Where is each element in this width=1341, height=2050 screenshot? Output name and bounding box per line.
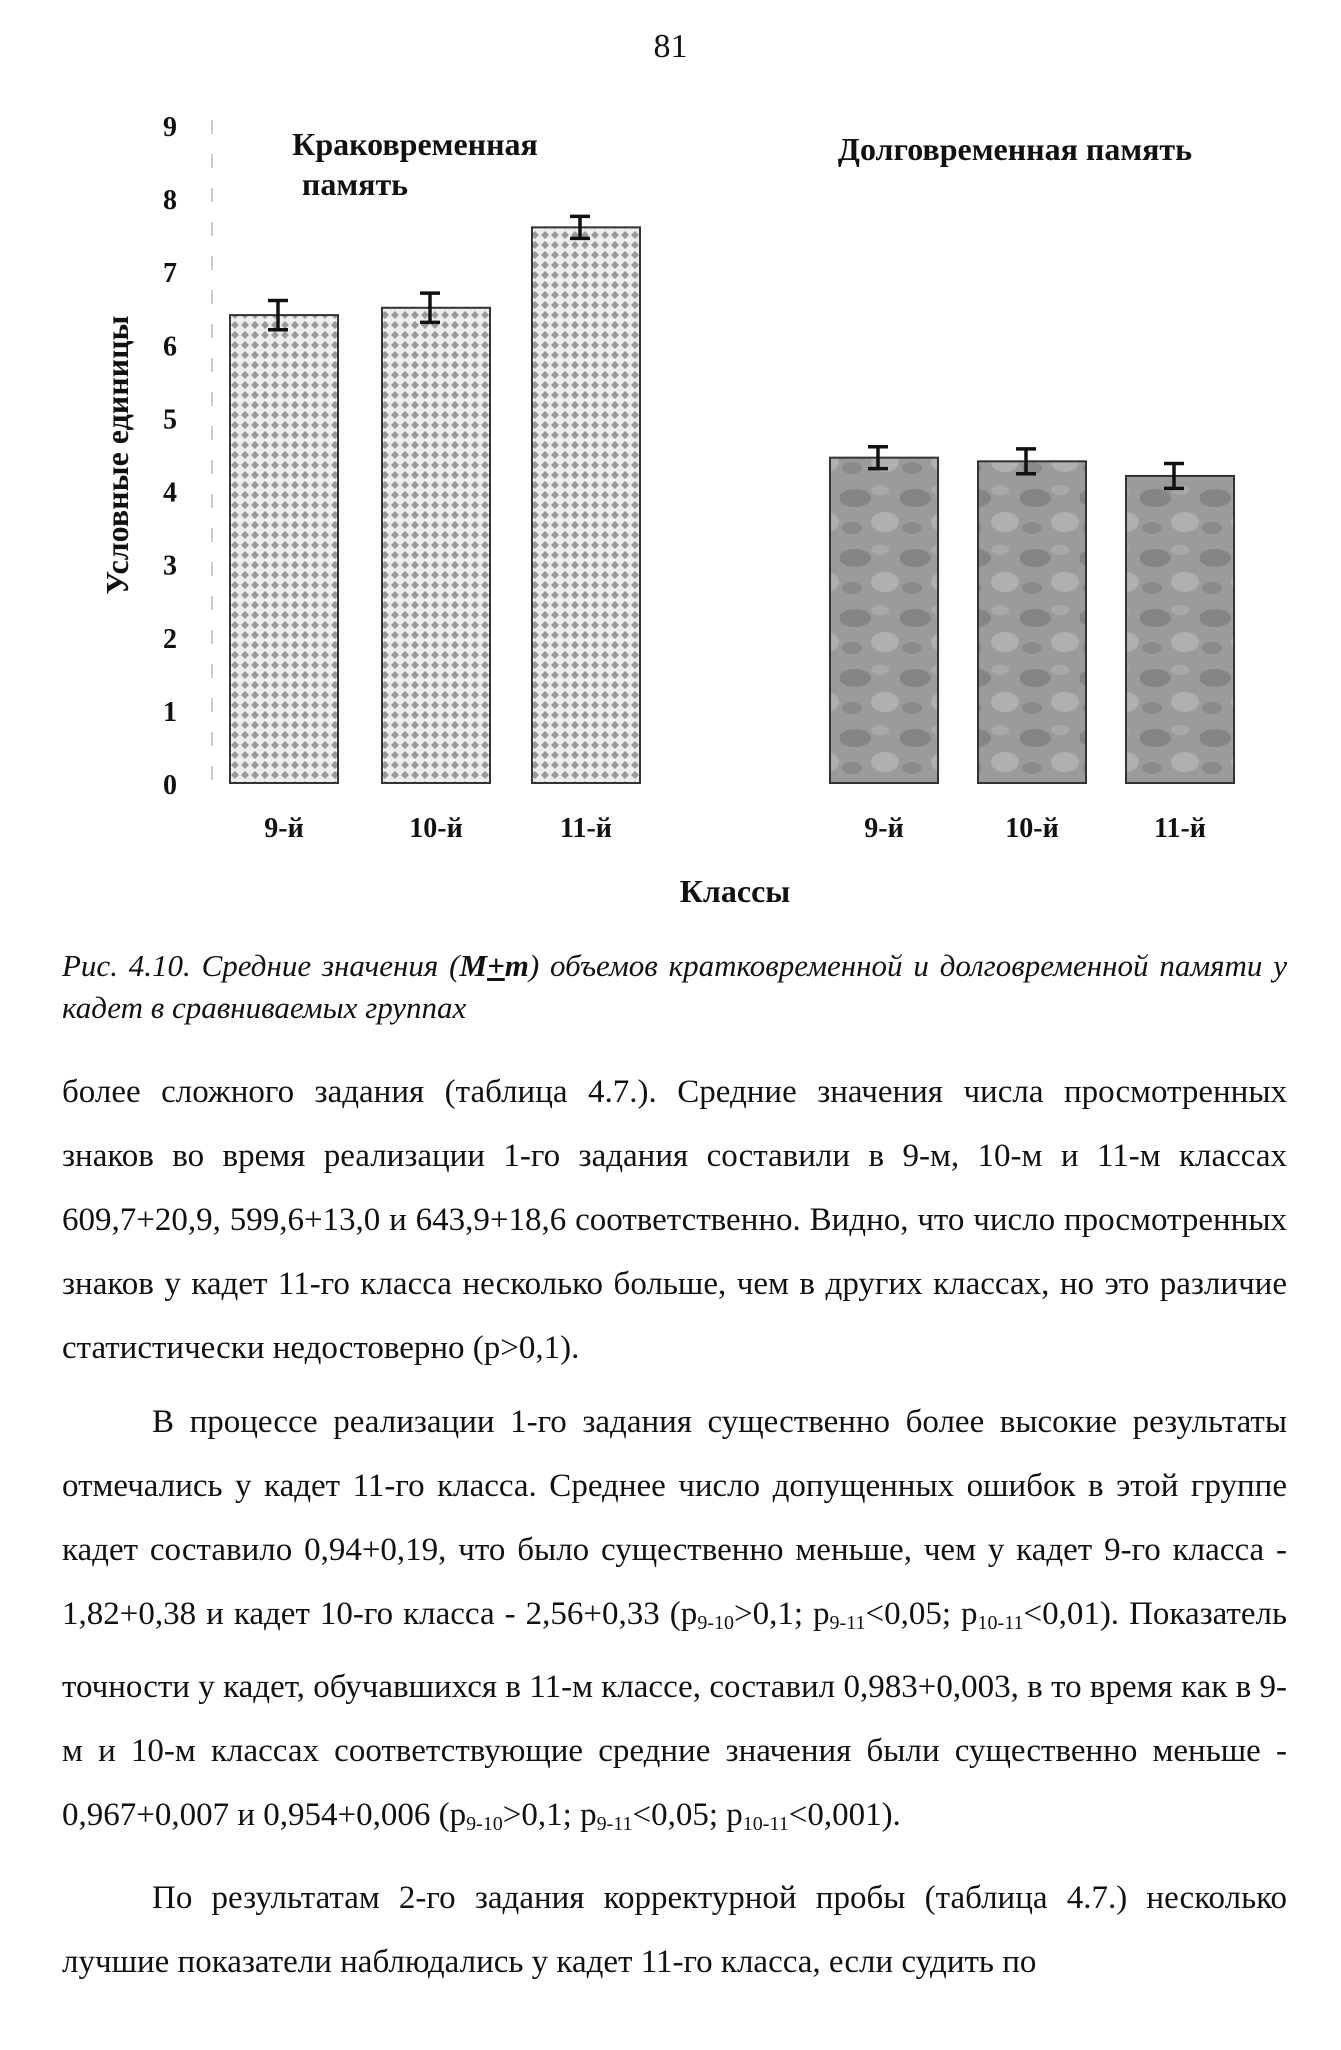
paragraph-2-part-c: <0,05; p xyxy=(865,1596,978,1632)
subscript-10-11-a: 10-11 xyxy=(977,1612,1024,1634)
figure-caption xyxy=(62,945,1287,1029)
x-tick-label: 9-й xyxy=(264,813,304,844)
y-tick-label: 0 xyxy=(163,770,177,801)
x-axis-label: Классы xyxy=(679,873,791,909)
subscript-10-11-b: 10-11 xyxy=(742,1813,789,1835)
caption-pm: + xyxy=(487,948,505,983)
paragraph-1: более сложного задания (таблица 4.7.). Средние значения числа просмотренных знаков во время реализации 1-го задания составили в 9-м, 10-м и 11-м классах 609,7+20,9, 599,6+13,0 и 643,9+18,6 соответственно. Видно, что число просмотренных знаков у кадет 11-го класса несколько больше, чем в других классах, но это различие статистически недостоверно (p>0,1). xyxy=(62,1074,1287,1366)
paragraph-2 xyxy=(62,1390,1287,1856)
y-tick-label: 1 xyxy=(163,696,177,728)
paragraph-2-part-b: >0,1; p xyxy=(733,1596,830,1632)
paragraph-2-part-a: В процессе реализации 1-го задания существенно более высокие результаты отмечались у кадет 11-го класса. Среднее число допущенных ошибок в этой группе кадет составило 0,94+0,19, что было существенно меньше, чем у кадет 9-го класса - 1,82+0,38 и кадет 10-го класса - 2,56+0,33 (p xyxy=(62,1404,1287,1632)
x-tick-label: 9-й xyxy=(864,813,904,844)
subscript-9-10-b: 9-10 xyxy=(466,1813,503,1835)
y-axis-label: Условные единицы xyxy=(99,315,135,595)
caption-suffix: ) объемов кратковременной и долговременной памяти у кадет в сравниваемых группах xyxy=(62,948,1287,1025)
y-tick-label: 9 xyxy=(163,112,177,143)
subscript-9-10-a: 9-10 xyxy=(697,1612,734,1634)
bar xyxy=(1126,476,1234,783)
paragraph-2-part-e: >0,1; p xyxy=(502,1797,597,1833)
y-tick-label: 2 xyxy=(163,623,177,655)
y-tick-label: 4 xyxy=(163,477,177,509)
bar xyxy=(382,308,490,783)
y-tick-label: 5 xyxy=(163,404,177,436)
bar xyxy=(978,461,1086,783)
paragraph-2-part-d: <0,01). Показатель точности у кадет, обучавшихся в 11-м классе, составил 0,983+0,003, в то время как в 9-м и 10-м классах соответствующие средние значения были существенно меньше - 0,967+0,007 и 0,954+0,006 (p xyxy=(62,1596,1288,1833)
paragraph-2-part-g: <0,001). xyxy=(788,1797,901,1833)
y-tick-label: 6 xyxy=(163,331,177,363)
x-tick-label: 11-й xyxy=(560,813,612,844)
bar xyxy=(230,315,338,783)
subscript-9-11-a: 9-11 xyxy=(829,1612,866,1634)
caption-mean: M xyxy=(459,948,488,983)
group-title: Долговременная память xyxy=(837,131,1193,167)
bar-chart xyxy=(0,0,1341,930)
subscript-9-11-b: 9-11 xyxy=(596,1813,633,1835)
bar xyxy=(830,458,938,783)
x-tick-label: 11-й xyxy=(1154,813,1206,844)
caption-prefix: Рис. 4.10. Средние значения ( xyxy=(62,948,460,983)
caption-m: m xyxy=(504,948,529,983)
x-tick-label: 10-й xyxy=(1005,813,1059,844)
group-title: Краковременная xyxy=(292,126,538,162)
bar xyxy=(532,227,640,783)
page-number: 81 xyxy=(653,28,688,65)
group-title: память xyxy=(301,166,409,202)
x-tick-label: 10-й xyxy=(409,813,463,844)
paragraph-3: По результатам 2-го задания корректурной пробы (таблица 4.7.) несколько лучшие показатели наблюдались у кадет 11-го класса, если судить по xyxy=(62,1880,1287,1980)
y-tick-label: 8 xyxy=(163,185,177,217)
paragraph-2-part-f: <0,05; p xyxy=(632,1797,743,1833)
body-text xyxy=(62,1060,1287,1994)
y-tick-label: 7 xyxy=(163,258,177,290)
y-tick-label: 3 xyxy=(163,550,177,582)
